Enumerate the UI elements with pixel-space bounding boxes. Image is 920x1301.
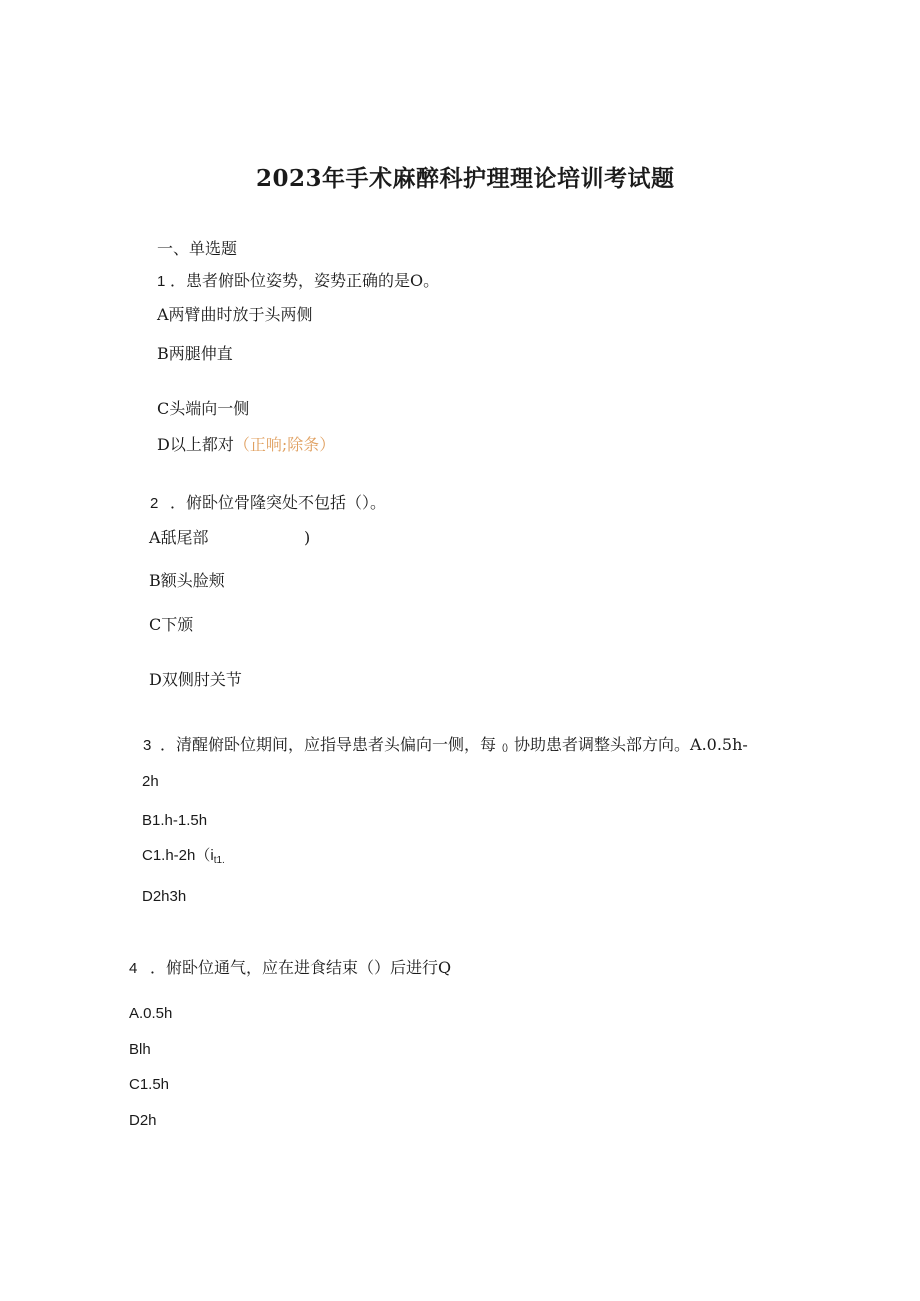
option-a: A两臂曲时放于头两侧 bbox=[157, 305, 313, 324]
document-title: 2023年手术麻醉科护理理论培训考试题 bbox=[256, 165, 675, 192]
question-stem: ．俯卧位通气，应在进食结束（）后进行Q bbox=[150, 958, 452, 977]
stem-continuation: 2h bbox=[142, 773, 159, 790]
question-number: 3 bbox=[143, 737, 152, 754]
option-d-note: （正响;除条） bbox=[233, 435, 336, 454]
stem-part-1: ．清醒俯卧位期间，应指导患者头偏向一侧，每 bbox=[160, 735, 497, 754]
question-number: 4 bbox=[129, 960, 138, 977]
option-b: B额头脸颊 bbox=[149, 571, 225, 590]
option-c-sub: t1. bbox=[213, 855, 225, 866]
question-number: 1 bbox=[157, 273, 166, 290]
option-d-text: D以上都对 bbox=[157, 435, 234, 454]
stem-part-2: 协助患者调整头部方向。A.0.5h- bbox=[514, 735, 748, 754]
question-stem: ．患者俯卧位姿势，姿势正确的是O。 bbox=[170, 271, 440, 290]
question-number: 2 bbox=[150, 495, 159, 512]
option-a: A舐尾部 bbox=[149, 528, 209, 547]
option-a-mark: ) bbox=[304, 528, 311, 547]
option-c bbox=[142, 848, 225, 866]
option-a: A.0.5h bbox=[129, 1005, 173, 1022]
option-d bbox=[157, 437, 335, 453]
option-d: D2h3h bbox=[142, 888, 187, 905]
option-d: D2h bbox=[129, 1112, 157, 1129]
option-b: B两腿伸直 bbox=[157, 344, 233, 363]
question-stem: ．俯卧位骨隆突处不包括（）。 bbox=[170, 493, 387, 512]
blank-mark: () bbox=[502, 742, 509, 752]
option-c-text: C1.h-2h（i bbox=[142, 847, 214, 864]
section-heading: 一、单选题 bbox=[157, 239, 238, 258]
option-c: C下颁 bbox=[149, 615, 194, 634]
option-b: Blh bbox=[129, 1041, 151, 1058]
option-c: C1.5h bbox=[129, 1076, 170, 1093]
question-stem bbox=[160, 737, 748, 753]
option-d: D双侧肘关节 bbox=[149, 670, 242, 689]
option-b: B1.h-1.5h bbox=[142, 812, 208, 829]
option-c: C头端向一侧 bbox=[157, 399, 250, 418]
